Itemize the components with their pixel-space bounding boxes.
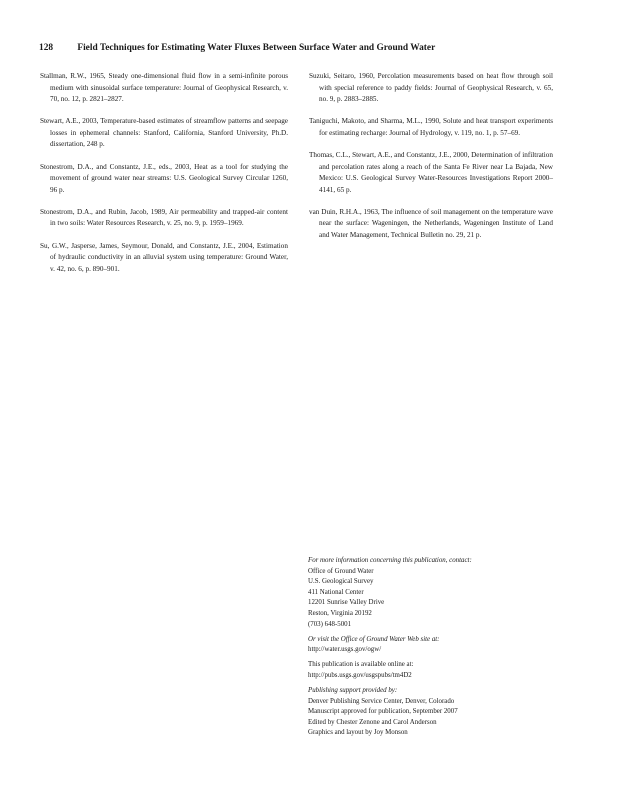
contact-intro: For more information concerning this publication, contact: bbox=[308, 557, 472, 564]
contact-block bbox=[308, 556, 568, 630]
visit-intro: Or visit the Office of Ground Water Web site at: bbox=[308, 635, 440, 643]
running-title: Field Techniques for Estimating Water Fluxes Between Surface Water and Ground Water bbox=[77, 43, 436, 53]
address-line: 411 National Center bbox=[308, 588, 364, 596]
reference-entry: Stonestrom, D.A., and Rubin, Jacob, 1989, Air permeability and trapped-air content in two soils: Water Resources Research, v. 25, no. 9, p. 1959–1969. bbox=[40, 207, 288, 228]
support-block bbox=[308, 686, 568, 739]
references-right-column bbox=[309, 71, 553, 252]
page-number: 128 bbox=[39, 43, 54, 53]
support-line: Edited by Chester Zenone and Carol Anderson bbox=[308, 718, 437, 726]
reference-entry: Suzuki, Seitaro, 1960, Percolation measurements based on heat flow through soil with special reference to paddy fields: Journal of Geophysical Research, v. 65, no. 9, p. 2883–2885. bbox=[309, 72, 553, 104]
online-intro: This publication is available online at: bbox=[308, 661, 414, 669]
address-line: (703) 648-5001 bbox=[308, 620, 352, 628]
support-line: Manuscript approved for publication, September 2007 bbox=[308, 708, 458, 716]
reference-entry: Thomas, C.L., Stewart, A.E., and Constantz, J.E., 2000, Determination of infiltration and percolation rates along a reach of the Santa Fe River near La Bajada, New Mexico: U.S. Geological Survey Water-Resources Investigations Report 2000–4141, 65 p. bbox=[309, 150, 553, 194]
reference-entry: Stallman, R.W., 1965, Steady one-dimensional fluid flow in a semi-infinite porous medium with sinusoidal surface temperature: Journal of Geophysical Research, v. 70, no. 12, p. 2821–2827. bbox=[40, 72, 288, 104]
reference-entry: van Duin, R.H.A., 1963, The influence of soil management on the temperature wave near the surface: Wageningen, the Netherlands, Wageningen Institute of Land and Water Management, Technical Bulletin no. 29, 21 p. bbox=[309, 207, 553, 240]
address-line: Reston, Virginia 20192 bbox=[308, 609, 372, 617]
support-intro: Publishing support provided by: bbox=[308, 687, 398, 695]
support-line: Graphics and layout by Joy Monson bbox=[308, 729, 408, 737]
website-block bbox=[308, 635, 568, 656]
office-url-link[interactable]: http://water.usgs.gov/ogw/ bbox=[308, 646, 382, 654]
reference-entry: Su, G.W., Jasperse, James, Seymour, Donald, and Constantz, J.E., 2004, Estimation of hydraulic conductivity in an alluvial system using temperature: Ground Water, v. 42, no. 6, p. 890–901. bbox=[40, 241, 288, 273]
address-line: 12201 Sunrise Valley Drive bbox=[308, 599, 385, 607]
publication-imprint bbox=[308, 556, 568, 744]
publication-url-link[interactable]: http://pubs.usgs.gov/usgspubs/tm4D2 bbox=[308, 671, 412, 679]
running-header bbox=[39, 43, 579, 53]
address-line: U.S. Geological Survey bbox=[308, 578, 374, 586]
references-left-column bbox=[40, 71, 288, 286]
address-line: Office of Ground Water bbox=[308, 567, 374, 575]
reference-entry: Taniguchi, Makoto, and Sharma, M.L., 1990, Solute and heat transport experiments for estimating recharge: Journal of Hydrology, v. 119, no. 1, p. 57–69. bbox=[309, 117, 553, 137]
support-line: Denver Publishing Service Center, Denver, Colorado bbox=[308, 697, 455, 705]
reference-entry: Stewart, A.E., 2003, Temperature-based estimates of streamflow patterns and seepage losses in ephemeral channels: Stanford, California, Stanford University, Ph.D. dissertation, 248 p. bbox=[40, 117, 288, 149]
reference-entry: Stonestrom, D.A., and Constantz, J.E., eds., 2003, Heat as a tool for studying the movement of ground water near streams: U.S. Geological Survey Circular 1260, 96 p. bbox=[40, 162, 288, 194]
online-block bbox=[308, 660, 568, 681]
